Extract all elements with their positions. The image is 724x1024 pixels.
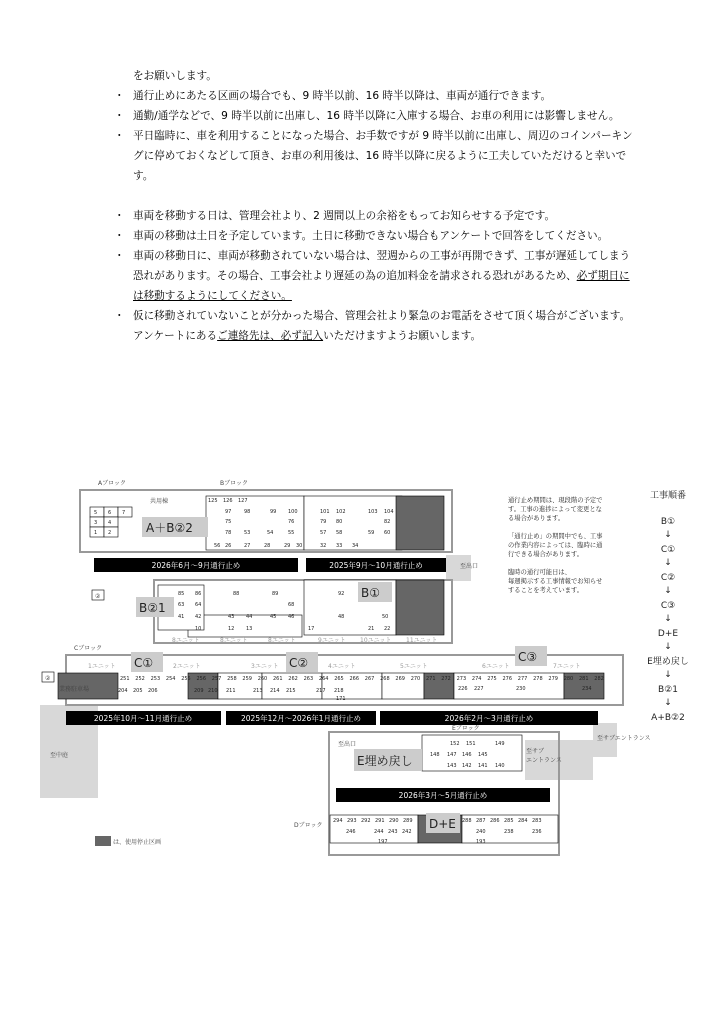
order-step: C③ [660, 601, 676, 611]
unit-label: 10ユニット [360, 637, 392, 644]
bullet-item: ・ 通勤/通学などで、9 時半以前に出庫し、16 時半以降に入庫する場合、お車の利用には影響しません。 [114, 110, 620, 122]
unit-label: 7ユニット [553, 663, 581, 670]
arrow-icon: ↓ [664, 642, 672, 652]
area-label: C① [134, 656, 154, 670]
parking-space: 279 [548, 676, 558, 682]
parking-space: 267 [364, 676, 375, 682]
parking-space: 85 [178, 591, 185, 597]
parking-space: 280 [563, 676, 574, 682]
parking-space: 252 [135, 676, 145, 682]
arrow-icon: ↓ [664, 698, 672, 708]
parking-space: 286 [490, 818, 500, 824]
parking-space: 44 [246, 614, 253, 620]
parking-space: 281 [579, 676, 589, 682]
parking-space: 17 [308, 626, 315, 632]
parking-space: 268 [380, 676, 390, 682]
note-line: 行できる場合があります。 [508, 551, 584, 558]
parking-space: 26 [225, 543, 232, 549]
parking-space: 148 [430, 752, 440, 758]
parking-space: 104 [384, 509, 394, 515]
block-label: Bブロック [220, 480, 248, 487]
parking-space: 274 [471, 676, 482, 682]
unit-label: 8ユニット [172, 637, 200, 644]
block-label: Aブロック [98, 480, 126, 487]
parking-space: 43 [228, 614, 235, 620]
parking-space: 226 [458, 686, 468, 692]
parking-space: 290 [389, 818, 399, 824]
order-title: 工事順番 [649, 491, 687, 501]
parking-space: 97 [225, 509, 232, 515]
parking-space: 127 [238, 498, 248, 504]
parking-space: 32 [320, 543, 327, 549]
parking-space: 287 [476, 818, 486, 824]
parking-space: 41 [178, 614, 185, 620]
parking-space: 149 [495, 741, 505, 747]
bullet-item: ・ 車両の移動は土日を予定しています。土日に移動できない場合もアンケートで回答をしてください。 [114, 230, 609, 242]
parking-space: 100 [288, 509, 298, 515]
arrow-icon: ↓ [664, 614, 672, 624]
arrow-icon: ↓ [664, 670, 672, 680]
note-line: 通行止め期間は、現段階の予定で [508, 497, 603, 504]
parking-space: 78 [225, 530, 232, 536]
note-line: す。工事の進捗によって変更とな [508, 506, 602, 513]
parking-plan [38, 470, 702, 890]
parking-space: 284 [518, 818, 528, 824]
parking-space: 59 [368, 530, 375, 536]
parking-space: 7 [122, 510, 126, 516]
order-step: A+B②2 [651, 713, 685, 723]
unit-label: 8ユニット [268, 637, 296, 644]
parking-space: 270 [410, 676, 421, 682]
parking-space: 246 [346, 829, 356, 835]
parking-space: 206 [148, 688, 158, 694]
parking-space: 217 [316, 688, 326, 694]
parking-space: 193 [476, 839, 486, 845]
parking-space: 98 [244, 509, 251, 515]
parking-space: 275 [487, 676, 497, 682]
parking-space: 142 [462, 763, 472, 769]
note-line: る場合があります。 [508, 515, 565, 522]
order-step: D+E [657, 629, 679, 639]
exit-label: 至出口 [338, 741, 357, 748]
parking-space: 259 [242, 676, 252, 682]
parking-space: 269 [395, 676, 405, 682]
parking-space: 197 [378, 839, 388, 845]
closure-label: 2025年10月～11月通行止め [93, 714, 193, 723]
unit-label: 6ユニット [482, 663, 510, 670]
parking-space: 80 [336, 519, 343, 525]
bullet-item: ・ 仮に移動されていないことが分かった場合、管理会社より緊急のお電話をさせて頂く場合がございます。アンケートにあるご連絡先は、必ず記入いただけますようお願いします。 [114, 310, 631, 342]
parking-space: 209 [194, 688, 204, 694]
closure-label: 2026年2月～3月通行止め [444, 714, 534, 723]
parking-space: 46 [288, 614, 295, 620]
parking-space: 42 [195, 614, 202, 620]
exit-label: 至中庭 [50, 752, 69, 759]
parking-space: 68 [288, 602, 295, 608]
parking-space: 256 [196, 676, 207, 682]
parking-space: 273 [456, 676, 467, 682]
parking-space: 60 [384, 530, 391, 536]
parking-space: 1 [94, 530, 98, 536]
emphasis-text: 必ず期日には移動するようにしてください。 [133, 270, 630, 302]
parking-space: 271 [426, 676, 436, 682]
parking-space: 277 [517, 676, 528, 682]
parking-space: 143 [447, 763, 457, 769]
parking-space: 276 [502, 676, 513, 682]
unit-label: 11ユニット [406, 637, 438, 644]
area-label: E埋め戻し [357, 754, 413, 768]
parking-space: 210 [208, 688, 218, 694]
parking-space: 215 [286, 688, 296, 694]
arrow-icon: ↓ [664, 558, 672, 568]
parking-space: 214 [270, 688, 280, 694]
order-step: E埋め戻し [647, 657, 689, 667]
arrow-icon: ↓ [664, 530, 672, 540]
unit-label: 5ユニット [400, 663, 428, 670]
area-label: D+E [429, 817, 456, 831]
unit-label: 1ユニット [88, 663, 116, 670]
parking-space: 151 [466, 741, 476, 747]
parking-space: 293 [347, 818, 357, 824]
parking-space: 125 [208, 498, 218, 504]
parking-space: 4 [108, 520, 112, 526]
parking-space: 5 [94, 510, 98, 516]
parking-space: 288 [462, 818, 472, 824]
note-line: 臨時の通行可能日は、 [508, 569, 571, 576]
parking-space: 294 [333, 818, 343, 824]
parking-space: 258 [227, 676, 237, 682]
note-line: の作業内容によっては、臨時に通 [508, 542, 603, 549]
parking-space: 257 [211, 676, 222, 682]
legend-text: は、使用停止区画 [113, 839, 162, 846]
parking-space: 261 [273, 676, 283, 682]
block-label: Cブロック [74, 645, 103, 652]
parking-space: 88 [233, 591, 240, 597]
parking-space: 171 [336, 696, 346, 702]
unit-label: 9ユニット [318, 637, 346, 644]
parking-space: 57 [320, 530, 327, 536]
parking-space: 50 [382, 614, 389, 620]
arrow-icon: ↓ [664, 586, 672, 596]
block-label: 共用棟 [150, 498, 169, 505]
closure-label: 2025年9月～10月通行止め [329, 561, 423, 570]
parking-space: 53 [244, 530, 251, 536]
parking-space: 236 [532, 829, 542, 835]
parking-space: 6 [108, 510, 112, 516]
bullet-item: ・ 車両の移動日に、車両が移動されていない場合は、翌週からの工事が再開できず、工事が遅延してしまう恐れがあります。その場合、工事会社より遅延の為の追加料金を請求される恐れがあるため、必ず期日には移動するようにしてください。 [114, 250, 631, 302]
business-label: 業務駐車場 [59, 686, 90, 693]
area-label: B②1 [139, 601, 166, 615]
parking-space: 29 [284, 543, 291, 549]
unit-label: 8ユニット [220, 637, 248, 644]
parking-space: 89 [272, 591, 279, 597]
parking-space: 58 [336, 530, 343, 536]
note-line: 「通行止め」の期間中でも、工事 [508, 533, 603, 540]
parking-space: 213 [253, 688, 263, 694]
parking-space: 204 [118, 688, 128, 694]
parking-space: 289 [403, 818, 413, 824]
parking-space: 227 [474, 686, 484, 692]
parking-space: 218 [334, 688, 344, 694]
parking-space: 27 [244, 543, 251, 549]
block-label: Eブロック [452, 725, 480, 732]
parking-space: 76 [288, 519, 295, 525]
parking-space: 285 [504, 818, 514, 824]
parking-space: 54 [267, 530, 274, 536]
parking-space: 101 [320, 509, 330, 515]
parking-space: 234 [582, 686, 592, 692]
closure-label: 2026年6月～9月通行止め [151, 561, 241, 570]
parking-space: 253 [150, 676, 161, 682]
marker: ② [95, 593, 101, 600]
parking-space: 255 [181, 676, 191, 682]
parking-space: 2 [108, 530, 112, 536]
area-label: C③ [518, 650, 538, 664]
emphasis-text: ご連絡先は、必ず記入 [217, 330, 324, 342]
parking-space: 12 [228, 626, 235, 632]
parking-space: 45 [270, 614, 277, 620]
parking-space: 102 [336, 509, 346, 515]
bullet-item: ・ 車両を移動する日は、管理会社より、2 週間以上の余裕をもってお知らせする予定です。 [114, 210, 556, 222]
parking-space: 146 [462, 752, 472, 758]
closure-label: 2026年3月～5月通行止め [398, 791, 488, 800]
parking-space: 244 [374, 829, 384, 835]
parking-space: 126 [223, 498, 233, 504]
parking-space: 251 [120, 676, 130, 682]
parking-space: 86 [195, 591, 202, 597]
unit-label: 3ユニット [251, 663, 279, 670]
closure-label: 2025年12月～2026年1月通行止め [241, 714, 361, 723]
area-label: A＋B②2 [146, 521, 193, 535]
parking-space: 141 [478, 763, 488, 769]
parking-space: 13 [246, 626, 253, 632]
parking-space: 140 [495, 763, 505, 769]
paragraph: をお願いします。 [133, 70, 217, 82]
notice-text [100, 66, 640, 346]
parking-space: 266 [349, 676, 360, 682]
parking-space: 10 [195, 626, 202, 632]
parking-space: 282 [594, 676, 604, 682]
parking-space: 99 [270, 509, 277, 515]
parking-space: 152 [450, 741, 460, 747]
parking-space: 262 [288, 676, 298, 682]
parking-space: 21 [368, 626, 375, 632]
parking-space: 211 [226, 688, 236, 694]
block-label: Dブロック [294, 822, 323, 829]
parking-space: 82 [384, 519, 391, 525]
order-step: C② [660, 573, 676, 583]
parking-space: 33 [336, 543, 343, 549]
parking-space: 103 [368, 509, 378, 515]
order-step: C① [660, 545, 676, 555]
note-line: することを考えています。 [508, 587, 584, 594]
parking-space: 238 [504, 829, 514, 835]
parking-space: 145 [478, 752, 488, 758]
parking-space: 92 [338, 591, 345, 597]
parking-space: 243 [388, 829, 398, 835]
order-step: B① [660, 517, 676, 527]
parking-space: 3 [94, 520, 98, 526]
parking-space: 272 [441, 676, 451, 682]
parking-space: 75 [225, 519, 232, 525]
bullet-item: ・ 平日臨時に、車を利用することになった場合、お手数ですが 9 時半以前に出庫し、周辺のコインパーキングに停めておくなどして頂き、お車の利用後は、16 時半以降に戻るように工夫していただけると幸いです。 [114, 130, 633, 182]
parking-space: 30 [296, 543, 303, 549]
area-label: B① [361, 586, 380, 600]
parking-space: 48 [338, 614, 345, 620]
parking-space: 28 [264, 543, 271, 549]
parking-space: 265 [334, 676, 344, 682]
parking-space: 260 [257, 676, 268, 682]
parking-space: 63 [178, 602, 185, 608]
note-line: 毎週掲示する工事情報でお知らせ [508, 578, 603, 585]
parking-space: 283 [532, 818, 542, 824]
unit-label: 4ユニット [328, 663, 356, 670]
exit-label: 至サブ [526, 748, 545, 755]
unit-label: 2ユニット [173, 663, 201, 670]
parking-space: 230 [516, 686, 526, 692]
parking-space: 147 [447, 752, 457, 758]
parking-space: 264 [318, 676, 329, 682]
parking-space: 34 [352, 543, 359, 549]
exit-label: 至サブエントランス [597, 735, 651, 742]
exit-label: 至出口 [460, 563, 479, 570]
parking-space: 242 [402, 829, 412, 835]
parking-space: 292 [361, 818, 371, 824]
parking-space: 79 [320, 519, 327, 525]
parking-space: 291 [375, 818, 385, 824]
parking-space: 278 [533, 676, 543, 682]
order-step: B②1 [658, 685, 678, 695]
parking-space: 56 [214, 543, 221, 549]
marker: ② [45, 675, 51, 682]
parking-space: 55 [288, 530, 295, 536]
exit-label: エントランス [526, 757, 562, 764]
parking-space: 263 [303, 676, 314, 682]
parking-space: 64 [195, 602, 202, 608]
parking-space: 205 [133, 688, 143, 694]
parking-space: 22 [384, 626, 391, 632]
parking-space: 240 [476, 829, 486, 835]
bullet-item: ・ 通行止めにあたる区画の場合でも、9 時半以前、16 時半以降は、車両が通行できます。 [114, 90, 552, 102]
parking-space: 254 [165, 676, 176, 682]
area-label: C② [289, 656, 309, 670]
